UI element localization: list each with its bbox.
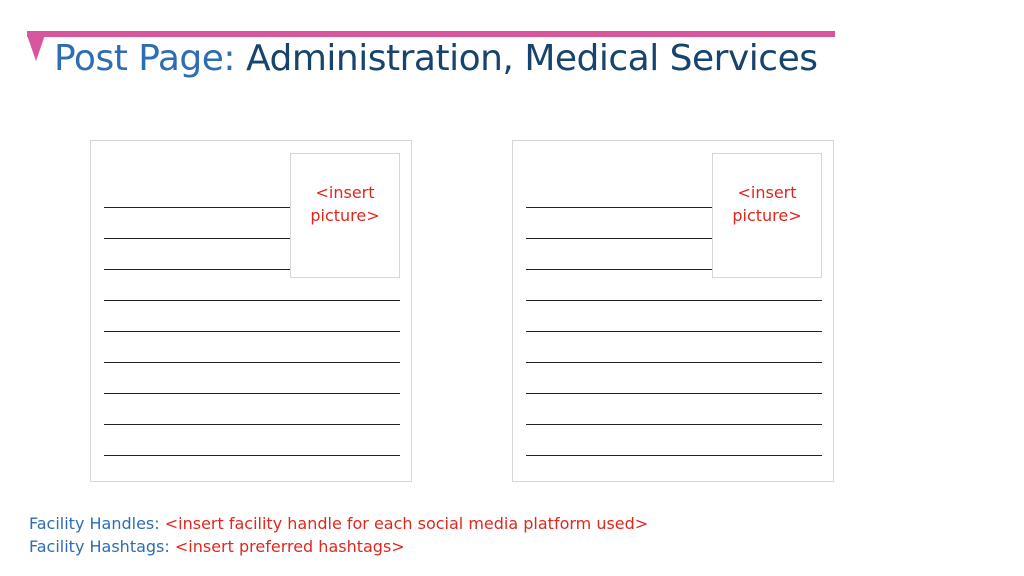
text-line <box>104 393 400 394</box>
text-line <box>104 424 400 425</box>
picture-placeholder-text-2: picture> <box>732 206 802 225</box>
text-line <box>526 393 822 394</box>
page-title-main: Administration, Medical Services <box>246 38 818 79</box>
picture-placeholder-text-2: picture> <box>310 206 380 225</box>
text-line <box>526 455 822 456</box>
post-card-right <box>512 140 834 482</box>
facility-hashtags-row <box>29 535 648 558</box>
text-line <box>526 300 822 301</box>
footer-info <box>29 512 648 558</box>
text-line <box>104 362 400 363</box>
text-line <box>104 331 400 332</box>
accent-flag <box>27 35 45 61</box>
facility-handles-value: <insert facility handle for each social media platform used> <box>164 514 649 533</box>
page-title-prefix: Post Page: <box>54 38 236 79</box>
facility-hashtags-value: <insert preferred hashtags> <box>174 537 405 556</box>
facility-handles-label: Facility Handles: <box>29 514 160 533</box>
picture-placeholder[interactable] <box>712 153 822 278</box>
text-line <box>104 238 290 239</box>
text-line <box>526 207 712 208</box>
picture-placeholder-text-1: <insert <box>315 183 375 202</box>
facility-hashtags-label: Facility Hashtags: <box>29 537 170 556</box>
text-line <box>526 424 822 425</box>
post-card-left <box>90 140 412 482</box>
text-line <box>526 331 822 332</box>
text-line <box>526 362 822 363</box>
text-line <box>104 455 400 456</box>
text-line <box>526 269 712 270</box>
text-line <box>104 207 290 208</box>
text-line <box>104 269 290 270</box>
picture-placeholder[interactable] <box>290 153 400 278</box>
picture-placeholder-text-1: <insert <box>737 183 797 202</box>
text-line <box>104 300 400 301</box>
facility-handles-row <box>29 512 648 535</box>
text-line <box>526 238 712 239</box>
page-title <box>54 36 817 82</box>
